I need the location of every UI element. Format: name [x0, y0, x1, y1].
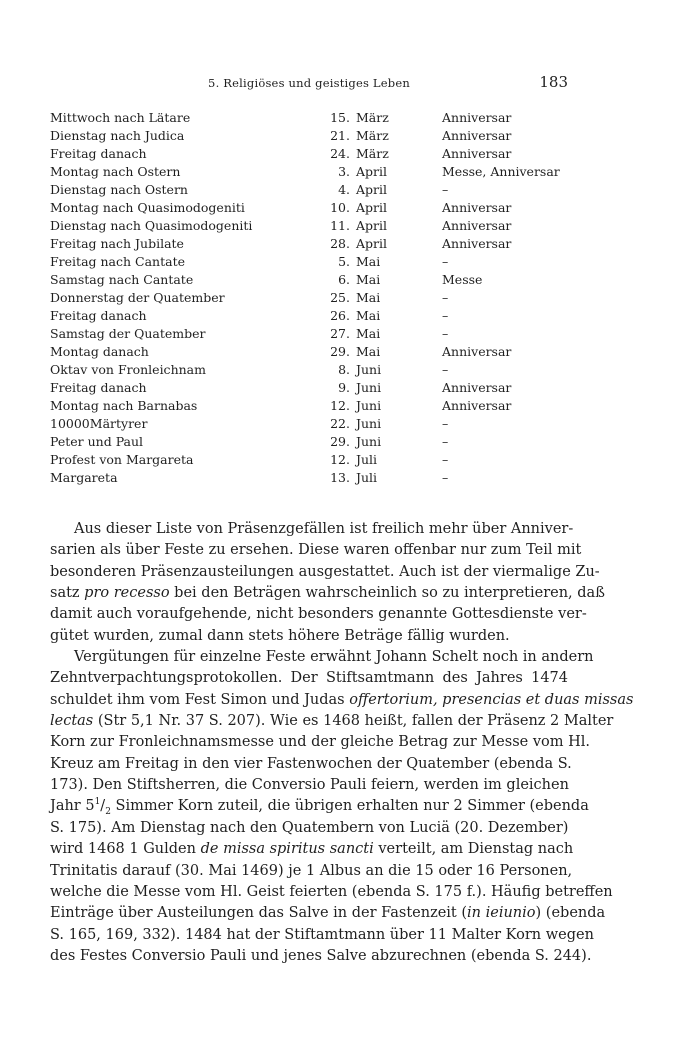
- distribution-type: Anniversar: [442, 110, 512, 125]
- text-run: Einträge über Austeilungen das Salve in der Fastenzeit (: [50, 905, 468, 922]
- feast-name: Peter und Paul: [50, 434, 144, 449]
- date-month: April: [356, 200, 387, 215]
- feast-name: Freitag nach Jubilate: [50, 236, 184, 251]
- date-month: Mai: [356, 254, 381, 269]
- latin-phrase: lectas: [50, 713, 94, 730]
- distribution-type: –: [442, 290, 449, 305]
- date-month: März: [356, 146, 389, 161]
- text-run: ) (ebenda: [535, 905, 606, 922]
- date-day: 22.: [330, 416, 350, 431]
- text-line: des Festes Conversio Pauli und jenes Salve abzurechnen (ebenda S. 244).: [50, 947, 592, 964]
- table-row: [50, 344, 570, 362]
- running-head: 5. Religiöses und geistiges Leben: [208, 76, 410, 90]
- table-row: [50, 200, 570, 218]
- distribution-type: –: [442, 308, 449, 323]
- date-month: Mai: [356, 290, 381, 305]
- date-month: Juni: [356, 398, 382, 413]
- distribution-type: Anniversar: [442, 398, 512, 413]
- table-row: [50, 398, 570, 416]
- latin-phrase: in ieiunio: [467, 905, 536, 922]
- date-day: 12.: [330, 398, 350, 413]
- distribution-type: Anniversar: [442, 200, 512, 215]
- date-day: 21.: [330, 128, 350, 143]
- feast-name: Dienstag nach Judica: [50, 128, 185, 143]
- date-day: 15.: [330, 110, 350, 125]
- text-line: besonderen Präsenzausteilungen ausgestattet. Auch ist der viermalige Zu-: [50, 563, 600, 580]
- text-line: [50, 796, 589, 818]
- text-line: Aus dieser Liste von Präsenzgefällen ist freilich mehr über Anniver-: [74, 521, 574, 537]
- text-line: Zehntverpachtungsprotokollen. Der Stiftsamtmann des Jahres 1474: [50, 670, 568, 687]
- table-row: [50, 380, 570, 398]
- text-line: S. 165, 169, 332). 1484 hat der Stiftamtmann über 11 Malter Korn wegen: [50, 926, 594, 943]
- fraction-slash: /: [100, 798, 106, 815]
- feast-name: Samstag nach Cantate: [50, 272, 194, 287]
- text-line: [50, 690, 634, 711]
- feast-name: Dienstag nach Ostern: [50, 182, 188, 197]
- text-run: satz: [50, 585, 85, 602]
- text-run: Jahr 5: [50, 798, 95, 815]
- table-row: [50, 416, 570, 434]
- date-day: 26.: [330, 308, 350, 323]
- feast-name: Freitag danach: [50, 146, 147, 161]
- text-line: Korn zur Fronleichnamsmesse und der gleiche Betrag zur Messe vom Hl.: [50, 734, 591, 751]
- feast-name: Freitag danach: [50, 308, 147, 323]
- text-line: [50, 839, 574, 860]
- date-month: Juni: [356, 380, 382, 395]
- date-day: 4.: [338, 182, 350, 197]
- distribution-type: Anniversar: [442, 236, 512, 251]
- date-month: März: [356, 128, 389, 143]
- text-line: sarien als über Feste zu ersehen. Diese waren offenbar nur zum Teil mit: [50, 542, 582, 559]
- date-day: 9.: [338, 380, 350, 395]
- distribution-type: Anniversar: [442, 128, 512, 143]
- fraction-denominator: 2: [105, 807, 111, 818]
- distribution-type: –: [442, 434, 449, 449]
- feast-name: Montag nach Barnabas: [50, 398, 198, 413]
- date-month: Mai: [356, 272, 381, 287]
- feast-name: Samstag der Quatember: [50, 326, 206, 341]
- feast-name: Montag nach Ostern: [50, 164, 181, 179]
- distribution-type: –: [442, 254, 449, 269]
- distribution-type: –: [442, 182, 449, 197]
- table-row: [50, 236, 570, 254]
- date-month: Juni: [356, 362, 382, 377]
- table-row: [50, 290, 570, 308]
- date-month: April: [356, 182, 387, 197]
- table-row: [50, 326, 570, 344]
- body-text: [50, 519, 634, 967]
- date-day: 10.: [330, 200, 350, 215]
- text-run: bei den Beträgen wahrscheinlich so zu interpretieren, daß: [169, 585, 605, 602]
- feast-name: Donnerstag der Quatember: [50, 290, 225, 305]
- feast-name: Oktav von Fronleichnam: [50, 362, 206, 377]
- date-day: 3.: [338, 164, 350, 179]
- text-line: gütet wurden, zumal dann stets höhere Beträge fällig wurden.: [50, 627, 510, 644]
- feast-name: Montag danach: [50, 344, 149, 359]
- text-line: damit auch voraufgehende, nicht besonders genannte Gottesdienste ver-: [50, 606, 587, 623]
- latin-phrase: offertorium, presencias et duas missas: [349, 691, 634, 708]
- text-line: 173). Den Stiftsherren, die Conversio Pauli feiern, werden im gleichen: [50, 777, 569, 794]
- feast-schedule-table: [50, 110, 570, 488]
- date-month: Juni: [356, 416, 382, 431]
- table-row: [50, 182, 570, 200]
- date-month: Juni: [356, 434, 382, 449]
- date-day: 29.: [330, 434, 350, 449]
- feast-name: Montag nach Quasimodogeniti: [50, 200, 245, 215]
- text-line: S. 175). Am Dienstag nach den Quatembern von Luciä (20. Dezember): [50, 819, 569, 836]
- date-day: 13.: [330, 470, 350, 485]
- feast-name: Freitag nach Cantate: [50, 254, 185, 269]
- date-month: April: [356, 236, 387, 251]
- distribution-type: –: [442, 416, 449, 431]
- table-row: [50, 146, 570, 164]
- table-row: [50, 362, 570, 380]
- date-day: 8.: [338, 362, 350, 377]
- table-row: [50, 452, 570, 470]
- distribution-type: Anniversar: [442, 218, 512, 233]
- latin-phrase: pro recesso: [84, 585, 170, 602]
- text-line: welche die Messe vom Hl. Geist feierten (ebenda S. 175 f.). Häufig betreffen: [50, 883, 613, 900]
- feast-name: Margareta: [50, 470, 118, 485]
- latin-phrase: de missa spiritus sancti: [200, 841, 374, 858]
- distribution-type: Anniversar: [442, 146, 512, 161]
- paragraph: [50, 647, 634, 967]
- date-day: 28.: [330, 236, 350, 251]
- date-month: März: [356, 110, 389, 125]
- distribution-type: –: [442, 452, 449, 467]
- feast-name: 10000Märtyrer: [50, 416, 148, 431]
- table-row: [50, 470, 570, 488]
- table-row: [50, 128, 570, 146]
- date-month: Mai: [356, 326, 381, 341]
- distribution-type: Anniversar: [442, 344, 512, 359]
- feast-name: Mittwoch nach Lätare: [50, 110, 191, 125]
- text-run: verteilt, am Dienstag nach: [373, 841, 574, 858]
- table-row: [50, 110, 570, 128]
- date-day: 25.: [330, 290, 350, 305]
- text-line: [50, 711, 614, 732]
- date-day: 27.: [330, 326, 350, 341]
- date-day: 5.: [338, 254, 350, 269]
- date-day: 6.: [338, 272, 350, 287]
- distribution-type: Anniversar: [442, 380, 512, 395]
- page-header: [50, 73, 568, 94]
- table-row: [50, 254, 570, 272]
- text-run: Simmer Korn zuteil, die übrigen erhalten nur 2 Simmer (ebenda: [110, 798, 589, 815]
- table-row: [50, 272, 570, 290]
- text-line: [50, 903, 606, 924]
- table-row: [50, 434, 570, 452]
- feast-name: Freitag danach: [50, 380, 147, 395]
- date-day: 12.: [330, 452, 350, 467]
- text-line: Vergütungen für einzelne Feste erwähnt Johann Schelt noch in andern: [74, 649, 594, 666]
- date-day: 24.: [330, 146, 350, 161]
- text-line: [50, 583, 605, 604]
- date-month: Mai: [356, 344, 381, 359]
- date-month: Mai: [356, 308, 381, 323]
- feast-name: Profest von Margareta: [50, 452, 194, 467]
- date-month: Juli: [356, 452, 378, 467]
- table-row: [50, 164, 570, 182]
- fraction-numerator: 1: [94, 797, 101, 808]
- feast-name: Dienstag nach Quasimodogeniti: [50, 218, 253, 233]
- date-month: Juli: [356, 470, 378, 485]
- text-line: Kreuz am Freitag in den vier Fastenwochen der Quatember (ebenda S.: [50, 755, 572, 772]
- distribution-type: Messe, Anniversar: [442, 164, 560, 179]
- text-run: schuldet ihm vom Fest Simon und Judas: [50, 691, 350, 708]
- distribution-type: –: [442, 326, 449, 341]
- date-day: 11.: [330, 218, 350, 233]
- distribution-type: –: [442, 362, 449, 377]
- text-line: Trinitatis darauf (30. Mai 1469) je 1 Albus an die 15 oder 16 Personen,: [50, 862, 573, 879]
- text-run: wird 1468 1 Gulden: [50, 841, 201, 858]
- date-month: April: [356, 164, 387, 179]
- date-day: 29.: [330, 344, 350, 359]
- distribution-type: –: [442, 470, 449, 485]
- distribution-type: Messe: [442, 272, 483, 287]
- table-row: [50, 308, 570, 326]
- date-month: April: [356, 218, 387, 233]
- table-row: [50, 218, 570, 236]
- text-run: (Str 5,1 Nr. 37 S. 207). Wie es 1468 heißt, fallen der Präsenz 2 Malter: [93, 713, 614, 730]
- page-number: 183: [539, 73, 568, 91]
- paragraph: [50, 519, 605, 647]
